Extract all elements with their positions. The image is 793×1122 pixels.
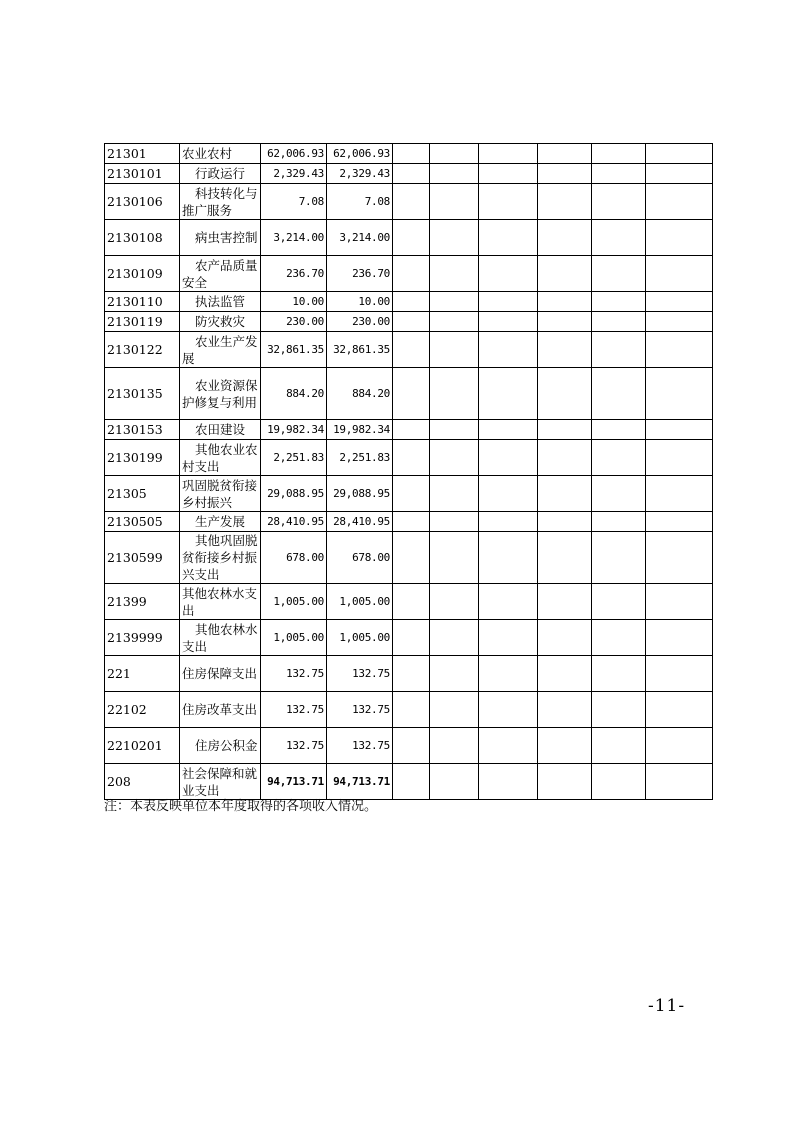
empty-cell — [592, 312, 646, 332]
total-amount: 19,982.34 — [261, 420, 327, 440]
subject-name: 农业农村 — [180, 144, 261, 164]
empty-cell — [430, 184, 479, 220]
empty-cell — [592, 164, 646, 184]
empty-cell — [646, 656, 713, 692]
total-amount: 2,251.83 — [261, 440, 327, 476]
empty-cell — [430, 728, 479, 764]
empty-cell — [538, 764, 592, 800]
subject-name: 巩固脱贫衔接乡村振兴 — [180, 476, 261, 512]
fiscal-amount: 19,982.34 — [327, 420, 393, 440]
empty-cell — [393, 440, 430, 476]
subject-name: 其他巩固脱贫衔接乡村振兴支出 — [180, 532, 261, 584]
empty-cell — [393, 164, 430, 184]
empty-cell — [479, 184, 538, 220]
empty-cell — [393, 420, 430, 440]
total-amount: 10.00 — [261, 292, 327, 312]
total-amount: 1,005.00 — [261, 620, 327, 656]
fiscal-amount: 678.00 — [327, 532, 393, 584]
empty-cell — [592, 620, 646, 656]
fiscal-amount: 230.00 — [327, 312, 393, 332]
empty-cell — [592, 368, 646, 420]
empty-cell — [646, 292, 713, 312]
empty-cell — [538, 656, 592, 692]
total-amount: 62,006.93 — [261, 144, 327, 164]
empty-cell — [592, 256, 646, 292]
table-footnote: 注：本表反映单位本年度取得的各项收入情况。 — [104, 799, 378, 814]
empty-cell — [538, 256, 592, 292]
empty-cell — [646, 332, 713, 368]
subject-code: 2130106 — [105, 184, 180, 220]
subject-name: 农田建设 — [180, 420, 261, 440]
empty-cell — [592, 332, 646, 368]
subject-code: 2130122 — [105, 332, 180, 368]
empty-cell — [393, 220, 430, 256]
empty-cell — [592, 512, 646, 532]
subject-code: 2130109 — [105, 256, 180, 292]
empty-cell — [592, 476, 646, 512]
empty-cell — [538, 184, 592, 220]
empty-cell — [592, 420, 646, 440]
empty-cell — [479, 656, 538, 692]
empty-cell — [538, 692, 592, 728]
empty-cell — [592, 144, 646, 164]
empty-cell — [646, 728, 713, 764]
empty-cell — [592, 184, 646, 220]
empty-cell — [592, 728, 646, 764]
empty-cell — [538, 368, 592, 420]
subject-code: 2130110 — [105, 292, 180, 312]
fiscal-amount: 236.70 — [327, 256, 393, 292]
fiscal-amount: 10.00 — [327, 292, 393, 312]
empty-cell — [479, 620, 538, 656]
empty-cell — [538, 144, 592, 164]
fiscal-amount: 2,329.43 — [327, 164, 393, 184]
empty-cell — [430, 620, 479, 656]
empty-cell — [646, 476, 713, 512]
empty-cell — [479, 144, 538, 164]
subject-name: 住房改革支出 — [180, 692, 261, 728]
empty-cell — [592, 764, 646, 800]
subject-code: 2130199 — [105, 440, 180, 476]
table-row — [105, 312, 713, 332]
empty-cell — [479, 256, 538, 292]
empty-cell — [430, 656, 479, 692]
fiscal-amount: 132.75 — [327, 692, 393, 728]
table-row — [105, 184, 713, 220]
empty-cell — [646, 312, 713, 332]
empty-cell — [538, 532, 592, 584]
empty-cell — [393, 144, 430, 164]
empty-cell — [479, 692, 538, 728]
subject-code: 2130599 — [105, 532, 180, 584]
empty-cell — [538, 476, 592, 512]
subject-name: 执法监管 — [180, 292, 261, 312]
empty-cell — [479, 728, 538, 764]
table-row — [105, 728, 713, 764]
subject-name: 其他农林水支出 — [180, 620, 261, 656]
empty-cell — [479, 332, 538, 368]
empty-cell — [479, 440, 538, 476]
empty-cell — [393, 184, 430, 220]
total-amount: 28,410.95 — [261, 512, 327, 532]
empty-cell — [538, 620, 592, 656]
empty-cell — [430, 164, 479, 184]
empty-cell — [646, 532, 713, 584]
empty-cell — [646, 512, 713, 532]
empty-cell — [479, 368, 538, 420]
empty-cell — [430, 256, 479, 292]
empty-cell — [430, 764, 479, 800]
empty-cell — [393, 692, 430, 728]
empty-cell — [393, 368, 430, 420]
total-amount: 94,713.71 — [261, 764, 327, 800]
empty-cell — [430, 144, 479, 164]
subject-code: 221 — [105, 656, 180, 692]
fiscal-amount: 7.08 — [327, 184, 393, 220]
table-row — [105, 420, 713, 440]
fiscal-amount: 3,214.00 — [327, 220, 393, 256]
total-amount: 32,861.35 — [261, 332, 327, 368]
income-table — [104, 143, 713, 800]
table-row — [105, 440, 713, 476]
empty-cell — [646, 440, 713, 476]
empty-cell — [538, 164, 592, 184]
table-row — [105, 476, 713, 512]
empty-cell — [592, 292, 646, 312]
subject-name: 生产发展 — [180, 512, 261, 532]
empty-cell — [430, 532, 479, 584]
empty-cell — [393, 728, 430, 764]
empty-cell — [646, 184, 713, 220]
table-row — [105, 144, 713, 164]
empty-cell — [479, 532, 538, 584]
fiscal-amount: 94,713.71 — [327, 764, 393, 800]
fiscal-amount: 32,861.35 — [327, 332, 393, 368]
subject-code: 2139999 — [105, 620, 180, 656]
empty-cell — [646, 420, 713, 440]
subject-name: 社会保障和就业支出 — [180, 764, 261, 800]
empty-cell — [538, 440, 592, 476]
empty-cell — [646, 620, 713, 656]
empty-cell — [430, 332, 479, 368]
empty-cell — [646, 144, 713, 164]
total-amount: 132.75 — [261, 728, 327, 764]
total-amount: 884.20 — [261, 368, 327, 420]
empty-cell — [538, 332, 592, 368]
empty-cell — [430, 220, 479, 256]
empty-cell — [393, 332, 430, 368]
empty-cell — [430, 440, 479, 476]
total-amount: 2,329.43 — [261, 164, 327, 184]
empty-cell — [646, 256, 713, 292]
total-amount: 230.00 — [261, 312, 327, 332]
total-amount: 1,005.00 — [261, 584, 327, 620]
subject-code: 2130505 — [105, 512, 180, 532]
subject-code: 21305 — [105, 476, 180, 512]
subject-name: 农业资源保护修复与利用 — [180, 368, 261, 420]
total-amount: 7.08 — [261, 184, 327, 220]
fiscal-amount: 62,006.93 — [327, 144, 393, 164]
empty-cell — [592, 220, 646, 256]
table-row — [105, 256, 713, 292]
empty-cell — [430, 292, 479, 312]
empty-cell — [479, 292, 538, 312]
empty-cell — [646, 220, 713, 256]
total-amount: 3,214.00 — [261, 220, 327, 256]
empty-cell — [393, 476, 430, 512]
empty-cell — [592, 692, 646, 728]
subject-code: 2130153 — [105, 420, 180, 440]
subject-name: 其他农林水支出 — [180, 584, 261, 620]
empty-cell — [479, 764, 538, 800]
fiscal-amount: 1,005.00 — [327, 584, 393, 620]
table-row — [105, 656, 713, 692]
subject-code: 2210201 — [105, 728, 180, 764]
empty-cell — [393, 292, 430, 312]
fiscal-amount: 132.75 — [327, 656, 393, 692]
empty-cell — [646, 164, 713, 184]
table-row — [105, 220, 713, 256]
empty-cell — [393, 584, 430, 620]
total-amount: 236.70 — [261, 256, 327, 292]
table-row — [105, 532, 713, 584]
subject-code: 21399 — [105, 584, 180, 620]
empty-cell — [592, 656, 646, 692]
empty-cell — [393, 764, 430, 800]
empty-cell — [393, 532, 430, 584]
empty-cell — [592, 532, 646, 584]
empty-cell — [479, 512, 538, 532]
subject-name: 科技转化与推广服务 — [180, 184, 261, 220]
subject-code: 2130108 — [105, 220, 180, 256]
subject-code: 22102 — [105, 692, 180, 728]
empty-cell — [430, 584, 479, 620]
table-row — [105, 692, 713, 728]
empty-cell — [479, 164, 538, 184]
table-row — [105, 164, 713, 184]
empty-cell — [430, 312, 479, 332]
fiscal-amount: 132.75 — [327, 728, 393, 764]
total-amount: 678.00 — [261, 532, 327, 584]
table-row — [105, 332, 713, 368]
table-row — [105, 620, 713, 656]
empty-cell — [479, 220, 538, 256]
subject-code: 2130119 — [105, 312, 180, 332]
empty-cell — [393, 656, 430, 692]
empty-cell — [479, 584, 538, 620]
subject-code: 2130135 — [105, 368, 180, 420]
empty-cell — [538, 220, 592, 256]
page-number: -11- — [648, 996, 686, 1016]
total-amount: 132.75 — [261, 692, 327, 728]
subject-name: 行政运行 — [180, 164, 261, 184]
subject-name: 住房保障支出 — [180, 656, 261, 692]
empty-cell — [430, 420, 479, 440]
empty-cell — [430, 512, 479, 532]
empty-cell — [646, 692, 713, 728]
subject-name: 病虫害控制 — [180, 220, 261, 256]
subject-code: 21301 — [105, 144, 180, 164]
empty-cell — [538, 512, 592, 532]
total-amount: 29,088.95 — [261, 476, 327, 512]
fiscal-amount: 28,410.95 — [327, 512, 393, 532]
empty-cell — [538, 728, 592, 764]
empty-cell — [430, 368, 479, 420]
subject-name: 农业生产发展 — [180, 332, 261, 368]
empty-cell — [646, 584, 713, 620]
empty-cell — [592, 440, 646, 476]
empty-cell — [430, 692, 479, 728]
empty-cell — [538, 312, 592, 332]
empty-cell — [393, 620, 430, 656]
fiscal-amount: 29,088.95 — [327, 476, 393, 512]
subject-name: 其他农业农村支出 — [180, 440, 261, 476]
empty-cell — [538, 292, 592, 312]
subject-name: 农产品质量安全 — [180, 256, 261, 292]
empty-cell — [538, 420, 592, 440]
subject-code: 208 — [105, 764, 180, 800]
fiscal-amount: 2,251.83 — [327, 440, 393, 476]
fiscal-amount: 884.20 — [327, 368, 393, 420]
empty-cell — [646, 764, 713, 800]
subject-name: 住房公积金 — [180, 728, 261, 764]
empty-cell — [393, 312, 430, 332]
empty-cell — [393, 512, 430, 532]
table-row — [105, 512, 713, 532]
empty-cell — [393, 256, 430, 292]
empty-cell — [479, 312, 538, 332]
total-amount: 132.75 — [261, 656, 327, 692]
empty-cell — [479, 420, 538, 440]
table-row — [105, 584, 713, 620]
empty-cell — [430, 476, 479, 512]
table-row — [105, 292, 713, 312]
empty-cell — [646, 368, 713, 420]
table-row — [105, 368, 713, 420]
empty-cell — [538, 584, 592, 620]
fiscal-amount: 1,005.00 — [327, 620, 393, 656]
empty-cell — [479, 476, 538, 512]
subject-name: 防灾救灾 — [180, 312, 261, 332]
subject-code: 2130101 — [105, 164, 180, 184]
empty-cell — [592, 584, 646, 620]
